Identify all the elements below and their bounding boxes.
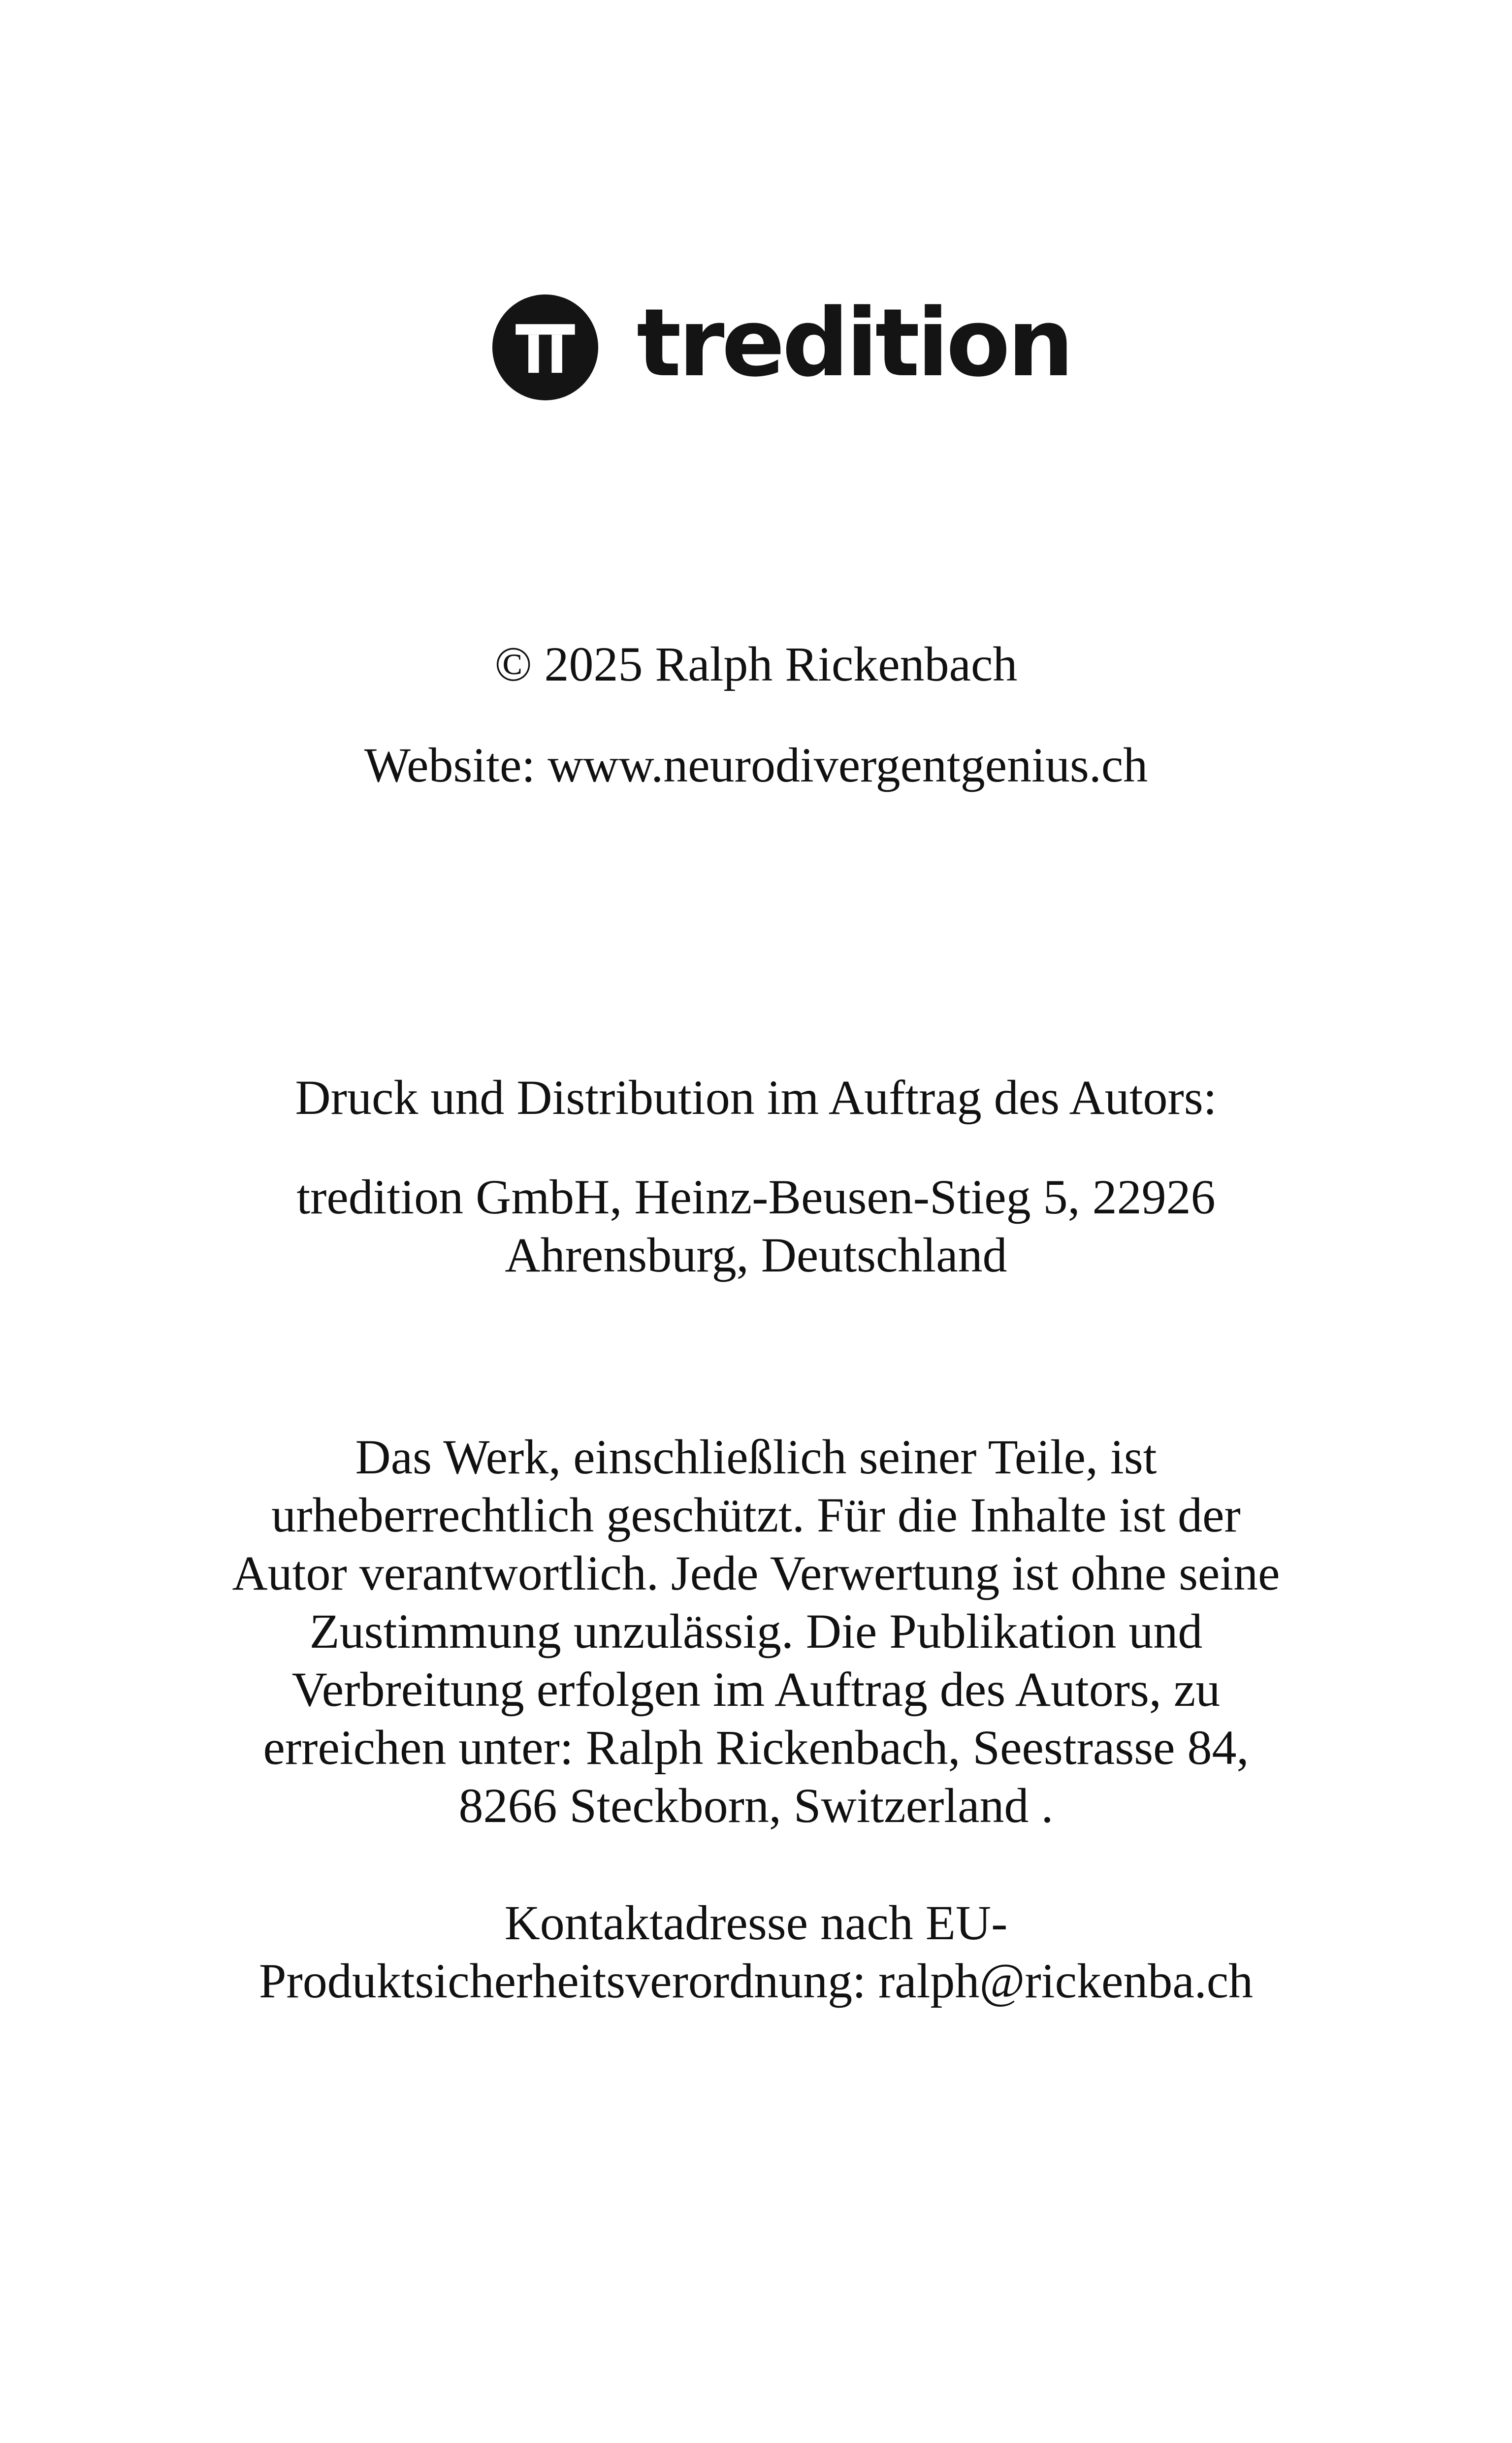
website-line xyxy=(0,736,1512,794)
copyright-line xyxy=(0,635,1512,693)
contact-address-text: Kontaktadresse nach EU-Produktsicherheitsverordnung: ralph@rickenba.ch xyxy=(258,1895,1254,2008)
legal-notice xyxy=(0,1428,1512,1835)
copyright-text: © 2025 Ralph Rickenbach xyxy=(494,637,1018,691)
legal-notice-text: Das Werk, einschließlich seiner Teile, ist urheberrechtlich geschützt. Für die Inhalte ist der Autor verantwortlich. Jede Verwertung ist ohne seine Zustimmung unzulässig. Die Publikation und Verbreitung erfolgen im Auftrag des Autors, zu erreichen unter: Ralph Rickenbach, Seestrasse 84, 8266 Steckborn, Switzerland . xyxy=(232,1430,1280,1833)
tredition-logo-icon xyxy=(492,294,598,400)
publisher-logo xyxy=(492,289,1071,401)
print-heading xyxy=(0,1069,1512,1127)
logo-wordmark: tredition xyxy=(637,289,1071,397)
publisher-address-text: tredition GmbH, Heinz-Beusen-Stieg 5, 22926 Ahrensburg, Deutschland xyxy=(296,1170,1216,1282)
print-heading-text: Druck und Distribution im Auftrag des Autors: xyxy=(295,1070,1217,1125)
contact-address xyxy=(0,1894,1512,2010)
website-text: Website: www.neurodivergentgenius.ch xyxy=(364,738,1148,792)
publisher-address xyxy=(0,1168,1512,1284)
